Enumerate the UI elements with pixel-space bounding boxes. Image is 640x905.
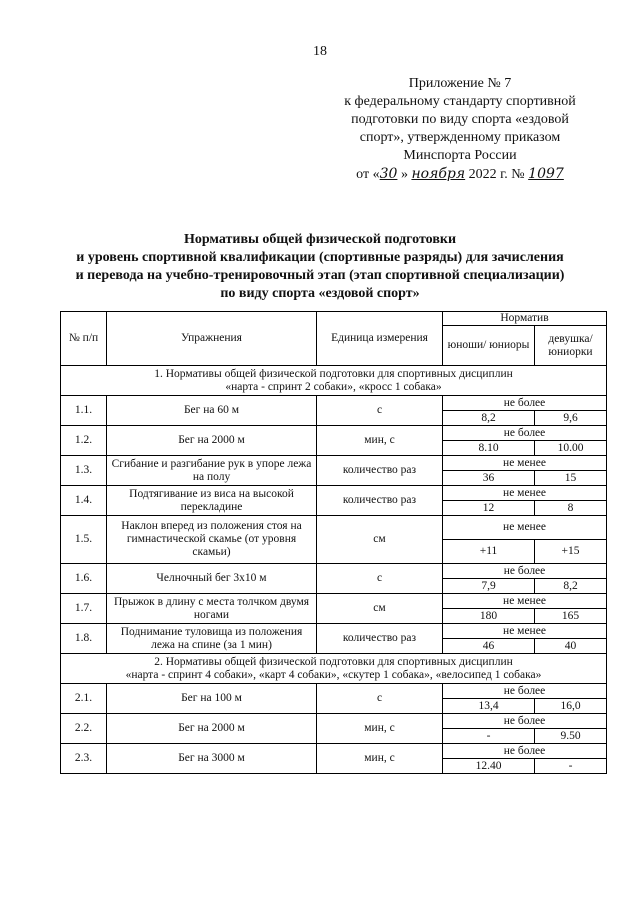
section-header — [61, 366, 607, 396]
girls-value: 15 — [535, 471, 607, 486]
title-line: и перевода на учебно-тренировочный этап (этап спортивной специализации) — [75, 268, 565, 283]
annex-line: Минспорта России — [403, 148, 517, 163]
row-number: 2.2. — [61, 714, 107, 744]
girls-value: 8 — [535, 501, 607, 516]
girls-value: 40 — [535, 639, 607, 654]
handwritten-order-number: 1097 — [528, 166, 564, 182]
exercise-name: Наклон вперед из положения стоя на гимнастической скамье (от уровня скамьи) — [107, 516, 317, 564]
header-unit: Единица измерения — [317, 312, 443, 366]
unit-cell: мин, с — [317, 744, 443, 774]
row-number: 1.7. — [61, 594, 107, 624]
title-line: Нормативы общей физической подготовки — [183, 232, 457, 247]
title-line: и уровень спортивной квалификации (спортивные разряды) для зачисления — [76, 250, 564, 265]
unit-cell: мин, с — [317, 426, 443, 456]
table-row — [61, 426, 607, 441]
table-row — [61, 564, 607, 579]
header-exercise: Упражнения — [107, 312, 317, 366]
table-row — [61, 744, 607, 759]
header-girls: девушка/ юниорки — [535, 326, 607, 366]
row-number: 1.6. — [61, 564, 107, 594]
norm-condition: не более — [443, 744, 607, 759]
table-row — [61, 396, 607, 411]
exercise-name: Сгибание и разгибание рук в упоре лежа на полу — [107, 456, 317, 486]
girls-value: 9,6 — [535, 411, 607, 426]
unit-cell: с — [317, 396, 443, 426]
boys-value: 12.40 — [443, 759, 535, 774]
date-prefix: от « — [356, 167, 380, 182]
section-line: 2. Нормативы общей физической подготовки для спортивных дисциплин — [154, 656, 513, 668]
unit-cell: см — [317, 594, 443, 624]
table-row — [61, 624, 607, 639]
row-number: 1.8. — [61, 624, 107, 654]
boys-value: 8,2 — [443, 411, 535, 426]
norms-table — [60, 311, 607, 774]
boys-value: 12 — [443, 501, 535, 516]
norm-condition: не менее — [443, 624, 607, 639]
row-number: 2.1. — [61, 684, 107, 714]
unit-cell: количество раз — [317, 456, 443, 486]
row-number: 1.3. — [61, 456, 107, 486]
norm-condition: не менее — [443, 516, 607, 540]
unit-cell: см — [317, 516, 443, 564]
unit-cell: с — [317, 564, 443, 594]
girls-value: 9.50 — [535, 729, 607, 744]
boys-value: 180 — [443, 609, 535, 624]
exercise-name: Бег на 2000 м — [107, 426, 317, 456]
annex-block — [280, 75, 640, 184]
page-number: 18 — [313, 44, 327, 59]
exercise-name: Поднимание туловища из положения лежа на спине (за 1 мин) — [107, 624, 317, 654]
boys-value: 13,4 — [443, 699, 535, 714]
norm-condition: не менее — [443, 486, 607, 501]
boys-value: 46 — [443, 639, 535, 654]
table-row — [61, 486, 607, 501]
table-row — [61, 516, 607, 540]
row-number: 1.1. — [61, 396, 107, 426]
row-number: 2.3. — [61, 744, 107, 774]
header-num: № п/п — [61, 312, 107, 366]
boys-value: +11 — [443, 540, 535, 564]
exercise-name: Бег на 3000 м — [107, 744, 317, 774]
exercise-name: Бег на 100 м — [107, 684, 317, 714]
handwritten-month: ноября — [411, 166, 466, 182]
girls-value: 10.00 — [535, 441, 607, 456]
date-mid: » — [400, 167, 408, 182]
table-row — [61, 684, 607, 699]
annex-line: Приложение № 7 — [408, 76, 512, 91]
header-norm: Норматив — [443, 312, 607, 326]
exercise-name: Прыжок в длину с места толчком двумя ногами — [107, 594, 317, 624]
year-text: 2022 г. № — [468, 167, 525, 182]
norm-condition: не более — [443, 714, 607, 729]
table-row — [61, 594, 607, 609]
norm-condition: не более — [443, 684, 607, 699]
row-number: 1.5. — [61, 516, 107, 564]
norm-condition: не более — [443, 396, 607, 411]
girls-value: 16,0 — [535, 699, 607, 714]
annex-date-line — [280, 165, 640, 184]
document-title — [40, 231, 600, 303]
table-row — [61, 456, 607, 471]
row-number: 1.4. — [61, 486, 107, 516]
girls-value: 165 — [535, 609, 607, 624]
exercise-name: Бег на 2000 м — [107, 714, 317, 744]
boys-value: - — [443, 729, 535, 744]
girls-value: +15 — [535, 540, 607, 564]
unit-cell: количество раз — [317, 486, 443, 516]
unit-cell: с — [317, 684, 443, 714]
norm-condition: не более — [443, 426, 607, 441]
annex-line: подготовки по виду спорта «ездовой — [351, 112, 569, 127]
section-line: «нарта - спринт 4 собаки», «карт 4 собаки», «скутер 1 собака», «велосипед 1 собака» — [125, 668, 542, 681]
handwritten-day: 30 — [379, 166, 398, 182]
girls-value: 8,2 — [535, 579, 607, 594]
exercise-name: Подтягивание из виса на высокой перекладине — [107, 486, 317, 516]
boys-value: 7,9 — [443, 579, 535, 594]
unit-cell: мин, с — [317, 714, 443, 744]
boys-value: 8.10 — [443, 441, 535, 456]
section-line: «нарта - спринт 2 собаки», «кросс 1 собака» — [225, 380, 442, 393]
annex-line: спорт», утвержденному приказом — [359, 130, 561, 145]
header-boys: юноши/ юниоры — [443, 326, 535, 366]
norm-condition: не более — [443, 564, 607, 579]
girls-value: - — [535, 759, 607, 774]
exercise-name: Бег на 60 м — [107, 396, 317, 426]
boys-value: 36 — [443, 471, 535, 486]
norm-condition: не менее — [443, 594, 607, 609]
row-number: 1.2. — [61, 426, 107, 456]
norm-condition: не менее — [443, 456, 607, 471]
table-row — [61, 714, 607, 729]
section-line: 1. Нормативы общей физической подготовки для спортивных дисциплин — [154, 368, 513, 380]
unit-cell: количество раз — [317, 624, 443, 654]
title-line: по виду спорта «ездовой спорт» — [220, 286, 420, 301]
annex-line: к федеральному стандарту спортивной — [344, 94, 576, 109]
exercise-name: Челночный бег 3х10 м — [107, 564, 317, 594]
section-header — [61, 654, 607, 684]
